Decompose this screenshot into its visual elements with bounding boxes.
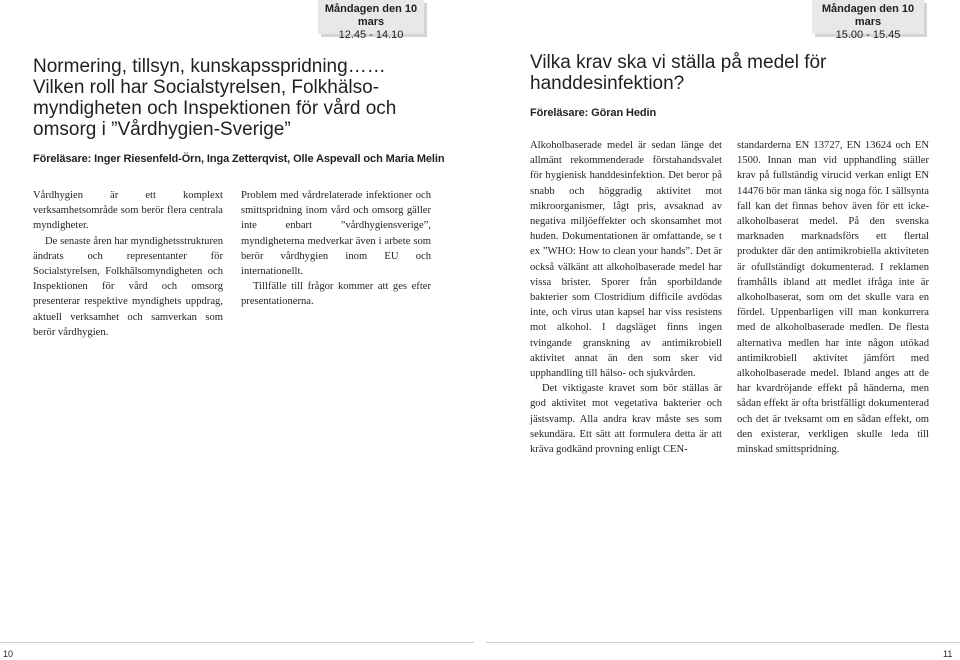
title-line: handdesinfektion? <box>530 73 685 94</box>
session-tab-left <box>318 0 424 41</box>
text-column-right-1 <box>530 138 722 457</box>
text-column-left-2 <box>241 188 431 310</box>
page-number-left: 10 <box>3 649 14 659</box>
title-line: Vilka krav ska vi ställa på medel för <box>530 52 827 73</box>
text-column-left-1 <box>33 188 223 340</box>
page-number-right: 11 <box>943 649 953 659</box>
session-title-left <box>33 56 453 140</box>
paragraph: De senaste åren har myndighetsstrukturen ändrats och representanter för Socialstyrelsen, Folkhälsomyndigheten och Inspektionen för vård och omsorg presenterar respektive myndighets uppdrag, aktuell verksamhet och samverkan som berör vårdhygien. <box>33 235 223 338</box>
paragraph: standarderna EN 13727, EN 13624 och EN 1500. Innan man vid upphandling ställer krav på fullständig virucid verkan enligt EN 14476 bör man tänka sig noga för. I sällsynta fall kan det finnas behov även för ett icke-alkoholbaserat medel. På den svenska marknaden marknadsförs ett flertal produkter där den antimikrobiella aktiviteten är ofullständigt dokumenterad. I reklamen framhålls ibland att medlet ifråga inte är alkoholbaserat, som om det skulle vara en fördel. Uppenbarligen vill man konkurrera med de alkoholbaserade medlen. De flesta alternativa medlen har inte någon utökad antimikrobiell aktivitet jämfört med alkoholbaserade medel. Ibland anges att de har kvardröjande effekt på händerna, men sådan effekt är ofta bristfälligt dokumenterad och det är tveksamt om en sådan effekt, om den existerar, verkligen skulle leda till minskad smittspridning. <box>737 140 929 456</box>
lecturer-right: Föreläsare: Göran Hedin <box>530 107 657 119</box>
title-line: myndigheten och Inspektionen för vård och <box>33 98 397 119</box>
title-line: omsorg i ”Vårdhygien-Sverige” <box>33 119 291 140</box>
session-title-right <box>530 52 920 94</box>
text-column-right-2 <box>737 138 929 457</box>
lecturer-left: Föreläsare: Inger Riesenfeld-Örn, Inga Zetterqvist, Olle Aspevall och Maria Melin <box>33 153 445 165</box>
paragraph: Tillfälle till frågor kommer att ges efter presentationerna. <box>241 281 431 308</box>
paragraph: Vårdhygien är ett komplext verksamhetsområde som berör flera centrala myndigheter. <box>33 190 223 232</box>
title-line: Vilken roll har Socialstyrelsen, Folkhälso- <box>33 77 380 98</box>
session-time: 12.45 - 14.10 <box>338 29 404 41</box>
paragraph: Problem med vårdrelaterade infektioner och smittspridning inom vård och omsorg gäller inte enbart ”vårdhygiensverige”, myndigheterna medverkar även i arbete som berör vårdhygien inom EU och internationellt. <box>241 190 431 278</box>
session-date: Måndagen den 10 mars <box>324 3 418 28</box>
paragraph: Det viktigaste kravet som bör ställas är god aktivitet mot vegetativa bakterier och jästsvamp. Alla andra krav måste ses som sekundära. Ett sätt att formulera detta är att kräva godkänd provning enligt CEN- <box>530 383 722 456</box>
session-tab-right <box>812 0 924 41</box>
footer-rule-right <box>486 642 960 643</box>
session-time: 15.00 - 15.45 <box>835 29 901 41</box>
title-line: Normering, tillsyn, kunskapsspridning…… <box>33 56 386 77</box>
session-date: Måndagen den 10 mars <box>821 3 915 28</box>
paragraph: Alkoholbaserade medel är sedan länge det allmänt rekommenderade förstahandsvalet för hygienisk handdesinfektion. Det beror på snabb och höggradig aktivitet mot mikroorganismer, lågt pris, avsaknad av negativa miljöeffekter och skonsamhet mot huden. Dokumentationen är omfattande, se t ex ”WHO: How to clean your hands”. Det är också välkänt att alkoholbaserade medel har vissa brister. Sporer från sporbildande bakterier som Clostridium difficile avdödas inte, och virus utan kapsel har viss resistens mot alkohol. I dagsläget finns ingen tvingande granskning av antimikrobiell aktivitet annat än den som sker vid upphandling till hälso- och sjukvården. <box>530 140 722 380</box>
footer-rule-left <box>0 642 474 643</box>
